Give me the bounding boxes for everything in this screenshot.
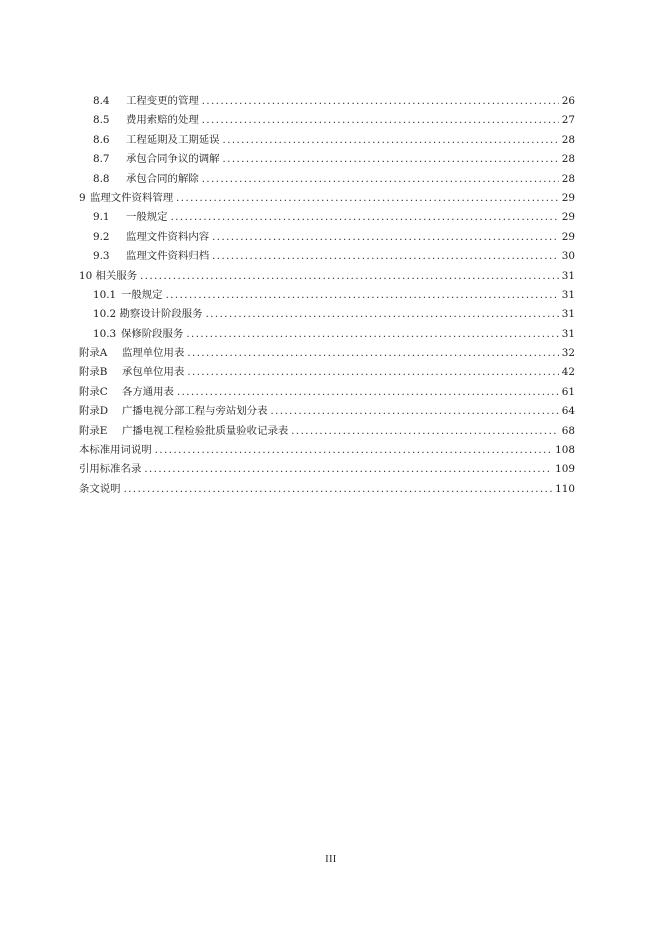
toc-dot-leader: [140, 267, 559, 286]
toc-dot-leader: [176, 189, 559, 208]
toc-entry-title: 引用标准名录: [79, 463, 142, 476]
toc-dot-leader: [212, 247, 559, 266]
toc-dot-leader: [202, 92, 559, 111]
toc-entry-page: 29: [561, 230, 575, 243]
toc-entry-number: 8.8: [93, 172, 110, 185]
toc-appendix-entry[interactable]: [79, 402, 575, 421]
toc-entry-title: 本标准用词说明: [79, 444, 152, 457]
toc-entry[interactable]: [79, 170, 575, 189]
toc-entry-page: 28: [561, 172, 575, 185]
toc-entry-number: 10.3: [93, 327, 117, 340]
toc-entry-number: 附录C: [79, 385, 108, 398]
toc-entry-title: 承包合同争议的调解: [126, 153, 220, 166]
toc-backmatter-entry[interactable]: [79, 441, 575, 460]
toc-entry-title: 承包单位用表: [122, 366, 185, 379]
toc-dot-leader: [187, 344, 558, 363]
toc-entry-number: 9.3: [93, 250, 110, 263]
toc-appendix-entry[interactable]: [79, 383, 575, 402]
toc-entry[interactable]: [79, 131, 575, 150]
toc-entry-page: 28: [561, 133, 575, 146]
toc-appendix-entry[interactable]: [79, 363, 575, 382]
toc-entry-title: 一般规定: [126, 211, 168, 224]
toc-entry-page: 31: [561, 288, 575, 301]
toc-entry-page: 31: [561, 308, 575, 321]
toc-dot-leader: [124, 480, 553, 499]
toc-chapter-entry[interactable]: [79, 267, 575, 286]
toc-entry-number: 8.4: [93, 95, 110, 107]
toc-entry-title: 费用索赔的处理: [126, 114, 199, 127]
toc-entry-page: 29: [561, 211, 575, 224]
toc-entry-number: 8.5: [93, 114, 110, 127]
toc-entry-number: 9.2: [93, 230, 110, 243]
toc-entry-title: 一般规定: [121, 288, 163, 301]
toc-dot-leader: [166, 286, 559, 305]
toc-entry-number: 9.1: [93, 211, 110, 224]
toc-entry-title: 工程变更的管理: [126, 95, 199, 107]
toc-entry-page: 26: [561, 95, 575, 107]
toc-dot-leader: [144, 460, 552, 479]
toc-entry-title: 广播电视分部工程与旁站划分表: [122, 405, 268, 418]
toc-entry-title: 广播电视工程检验批质量验收记录表: [122, 424, 289, 437]
toc-entry-page: 32: [561, 347, 575, 360]
toc-entry-title: 保修阶段服务: [121, 327, 184, 340]
toc-entry[interactable]: [79, 208, 575, 227]
toc-entry-page: 31: [561, 269, 575, 282]
toc-appendix-entry[interactable]: [79, 344, 575, 363]
toc-entry[interactable]: [79, 325, 575, 344]
toc-entry-number: 附录B: [79, 366, 108, 379]
toc-entry-page: 28: [561, 153, 575, 166]
toc-entry-title: 各方通用表: [122, 385, 174, 398]
toc-entry-number: 8.7: [93, 153, 110, 166]
table-of-contents: [79, 92, 575, 499]
toc-entry-title: 10.2 勘察设计阶段服务: [93, 308, 203, 321]
toc-entry[interactable]: [79, 247, 575, 266]
toc-entry-title: 监理文件资料内容: [126, 230, 210, 243]
toc-entry-page: 30: [561, 250, 575, 263]
page-number: III: [325, 854, 337, 865]
toc-dot-leader: [212, 228, 559, 247]
toc-backmatter-entry[interactable]: [79, 480, 575, 499]
toc-entry-title: 监理文件资料归档: [126, 250, 210, 263]
toc-entry-number: 附录A: [79, 347, 108, 360]
toc-entry-page: 64: [561, 405, 575, 418]
toc-entry-page: 68: [561, 424, 575, 437]
toc-entry-number: 8.6: [93, 133, 110, 146]
toc-entry-number: 附录E: [79, 424, 108, 437]
toc-entry-page: 42: [561, 366, 575, 379]
toc-entry[interactable]: [79, 286, 575, 305]
toc-dot-leader: [206, 305, 559, 324]
toc-dot-leader: [291, 422, 559, 441]
toc-dot-leader: [155, 441, 552, 460]
toc-entry[interactable]: [79, 150, 575, 169]
toc-entry-page: 108: [555, 444, 575, 457]
toc-entry-page: 109: [555, 463, 575, 476]
toc-entry-number: 9: [79, 191, 86, 204]
toc-entry[interactable]: [79, 92, 575, 111]
toc-dot-leader: [187, 363, 558, 382]
toc-entry[interactable]: [79, 228, 575, 247]
toc-entry-title: 条文说明: [79, 482, 121, 495]
toc-chapter-entry[interactable]: [79, 189, 575, 208]
toc-dot-leader: [186, 325, 558, 344]
toc-entry[interactable]: [79, 305, 575, 324]
toc-entry-title: 承包合同的解除: [126, 172, 199, 185]
toc-appendix-entry[interactable]: [79, 422, 575, 441]
toc-entry-page: 61: [561, 385, 575, 398]
toc-dot-leader: [223, 131, 559, 150]
toc-dot-leader: [177, 383, 559, 402]
toc-entry-number: 10.1: [93, 288, 117, 301]
toc-dot-leader: [223, 150, 559, 169]
toc-entry-number: 附录D: [79, 405, 109, 418]
toc-dot-leader: [202, 111, 559, 130]
toc-entry[interactable]: [79, 111, 575, 130]
toc-entry-page: 110: [555, 482, 575, 495]
toc-dot-leader: [270, 402, 558, 421]
toc-entry-title: 监理文件资料管理: [90, 191, 174, 204]
toc-dot-leader: [171, 208, 559, 227]
toc-entry-title: 10 相关服务: [79, 269, 138, 282]
toc-entry-title: 工程延期及工期延误: [126, 133, 220, 146]
toc-backmatter-entry[interactable]: [79, 460, 575, 479]
toc-entry-page: 29: [561, 191, 575, 204]
toc-entry-page: 27: [561, 114, 575, 127]
toc-dot-leader: [202, 170, 559, 189]
toc-entry-page: 31: [561, 327, 575, 340]
toc-entry-title: 监理单位用表: [122, 347, 185, 360]
